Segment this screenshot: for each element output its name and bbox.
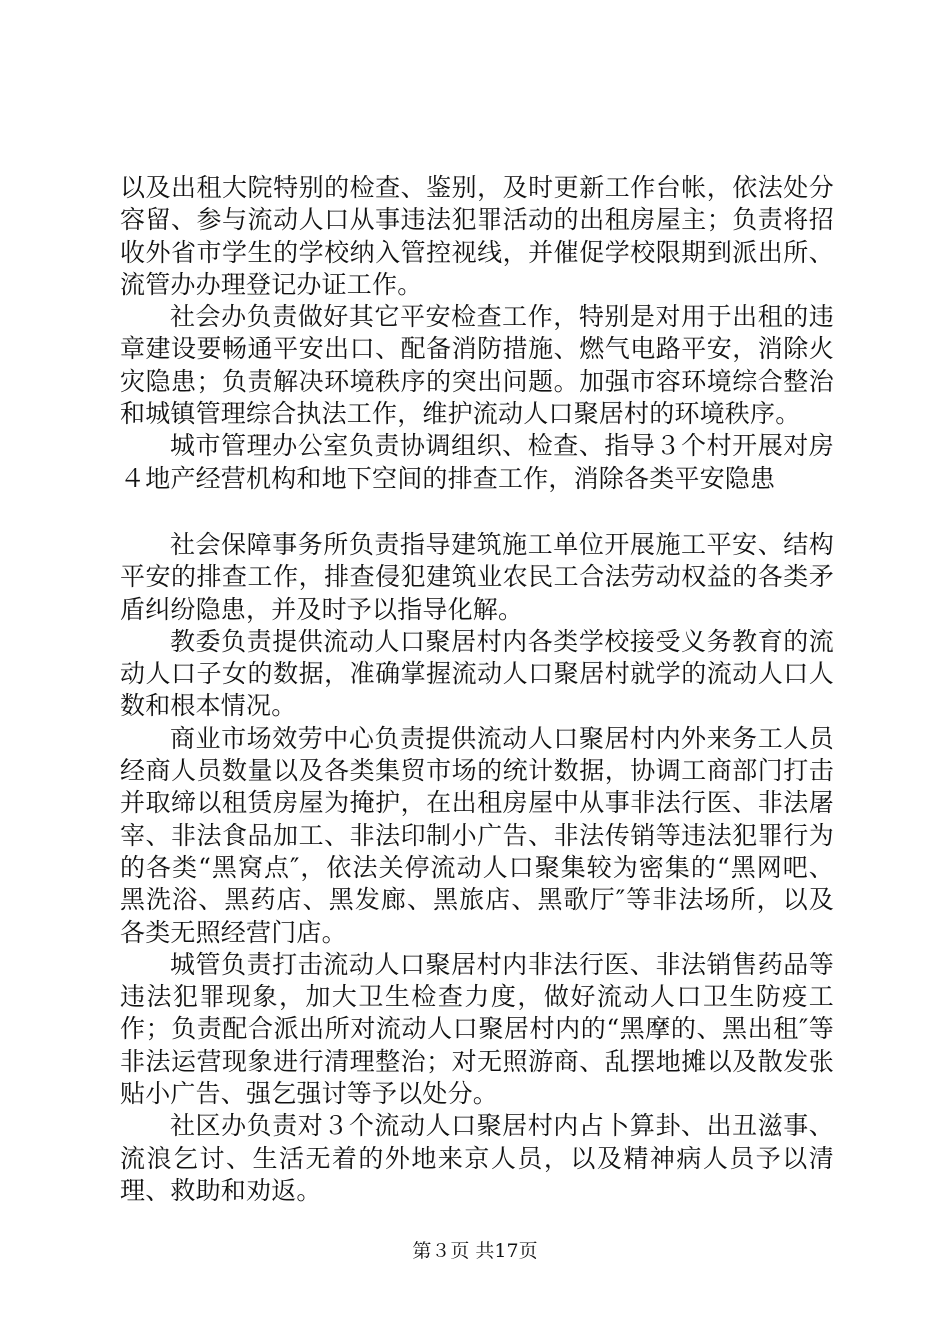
document-body <box>120 172 834 1207</box>
paragraph-3: 城市管理办公室负责协调组织、检查、指导３个村开展对房４地产经营机构和地下空间的排查工作，消除各类平安隐患 <box>120 431 834 493</box>
page-number: 第３页 共17页 <box>412 1240 538 1262</box>
paragraph-6: 商业市场效劳中心负责提供流动人口聚居村内外来务工人员经商人员数量以及各类集贸市场的统计数据，协调工商部门打击并取缔以租赁房屋为掩护，在出租房屋中从事非法行医、非法屠宰、非法食品加工、非法印制小广告、非法传销等违法犯罪行为的各类“黑窝点″，依法关停流动人口聚集较为密集的“黑网吧、黑洗浴、黑药店、黑发廊、黑旅店、黑歌厅″等非法场所，以及各类无照经营门店。 <box>120 723 834 947</box>
paragraph-2: 社会办负责做好其它平安检查工作，特别是对用于出租的违章建设要畅通平安出口、配备消防措施、燃气电路平安，消除火灾隐患；负责解决环境秩序的突出问题。加强市容环境综合整治和城镇管理综合执法工作，维护流动人口聚居村的环境秩序。 <box>120 302 834 429</box>
paragraph-1: 以及出租大院特别的检查、鉴别，及时更新工作台帐，依法处分容留、参与流动人口从事违法犯罪活动的出租房屋主；负责将招收外省市学生的学校纳入管控视线，并催促学校限期到派出所、流管办办理登记办证工作。 <box>120 173 834 299</box>
paragraph-8: 社区办负责对３个流动人口聚居村内占卜算卦、出丑滋事、流浪乞讨、生活无着的外地来京人员，以及精神病人员予以清理、救助和劝返。 <box>120 1111 834 1205</box>
paragraph-7: 城管负责打击流动人口聚居村内非法行医、非法销售药品等违法犯罪现象，加大卫生检查力度，做好流动人口卫生防疫工作；负责配合派出所对流动人口聚居村内的“黑摩的、黑出租″等非法运营现象进行清理整治；对无照游商、乱摆地摊以及散发张贴小广告、强乞强讨等予以处分。 <box>120 949 834 1109</box>
paragraph-4: 社会保障事务所负责指导建筑施工单位开展施工平安、结构平安的排查工作，排查侵犯建筑业农民工合法劳动权益的各类矛盾纠纷隐患，并及时予以指导化解。 <box>120 529 834 624</box>
paragraph-5: 教委负责提供流动人口聚居村内各类学校接受义务教育的流动人口子女的数据，准确掌握流动人口聚居村就学的流动人口人数和根本情况。 <box>120 626 834 721</box>
